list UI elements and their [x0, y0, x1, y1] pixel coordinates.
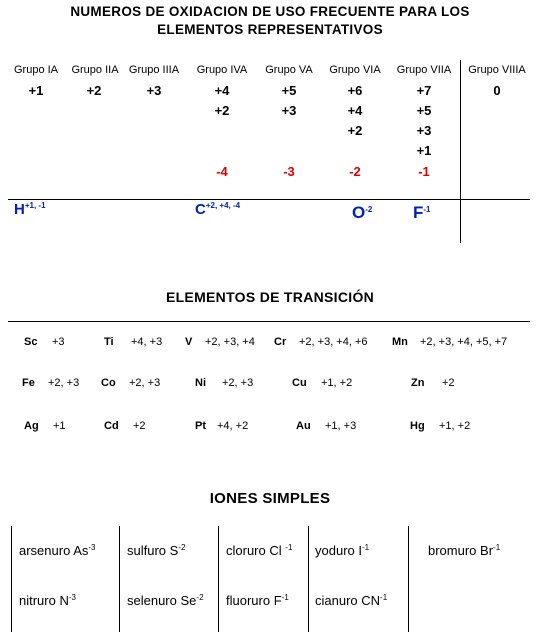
- ion-entry: yoduro $I^{-1}$: [315, 543, 370, 558]
- transition-values: +2: [133, 420, 146, 432]
- transition-symbol: Fe: [22, 377, 35, 389]
- title-line-1: NUMEROS DE OXIDACION DE USO FRECUENTE PARA LOS: [70, 4, 470, 19]
- transition-values: +1: [53, 420, 66, 432]
- transition-values: +1, +2: [321, 377, 353, 389]
- group-header: Grupo IA: [13, 64, 59, 76]
- oxidation-value: +2: [214, 103, 230, 118]
- element-h: [14, 201, 46, 219]
- transition-values: +1, +2: [439, 420, 471, 432]
- element-symbol: H: [14, 201, 25, 218]
- transition-symbol: Ag: [24, 420, 39, 432]
- oxidation-value: +3: [281, 103, 297, 118]
- oxidation-value: +1: [416, 143, 432, 158]
- ions-title: IONES SIMPLES: [209, 490, 331, 507]
- element-symbol: O: [352, 203, 366, 222]
- element-oxidation-states: +2, +4, -4: [205, 201, 241, 210]
- oxidation-value: +4: [214, 83, 230, 98]
- ions-divider: [218, 526, 219, 632]
- ion-entry: sulfuro $S^{-2}$: [127, 543, 186, 558]
- transition-values: +4, +2: [217, 420, 249, 432]
- ion-entry: fluoruro $F^{-1}$: [226, 593, 289, 608]
- transition-values: +2, +3: [222, 377, 254, 389]
- element-oxidation-states: -1: [423, 205, 431, 214]
- oxidation-value: +5: [281, 83, 297, 98]
- oxidation-value: +2: [347, 123, 363, 138]
- transition-symbol: Cr: [274, 336, 287, 348]
- transition-values: +2, +3, +4, +5, +7: [420, 336, 508, 348]
- oxidation-value: 0: [493, 83, 501, 98]
- element-oxidation-states: +1, -1: [24, 201, 46, 210]
- transition-values: +4, +3: [131, 336, 163, 348]
- element-f: [413, 203, 431, 223]
- table-divider: [460, 60, 461, 243]
- ions-divider: [119, 526, 120, 632]
- group-header: Grupo VA: [265, 64, 313, 76]
- transition-symbol: Zn: [411, 377, 425, 389]
- ion-entry: bromuro $Br^{-1}$: [428, 543, 501, 558]
- oxidation-value: +5: [416, 103, 432, 118]
- transition-values: +2, +3: [48, 377, 80, 389]
- table-divider: [8, 199, 530, 200]
- negative-oxidation-value: -2: [349, 164, 361, 179]
- element-o: [352, 203, 372, 223]
- transition-symbol: V: [185, 336, 193, 348]
- negative-oxidation-value: -3: [283, 164, 295, 179]
- transition-values: +1, +3: [325, 420, 357, 432]
- ions-divider: [308, 526, 309, 632]
- group-header: Grupo VIA: [329, 64, 381, 76]
- group-header: Grupo IIIA: [128, 64, 180, 76]
- ion-entry: nitruro $N^{-3}$: [19, 593, 76, 608]
- transition-title: ELEMENTOS DE TRANSICIÓN: [165, 289, 375, 305]
- group-header: Grupo IIA: [71, 64, 119, 76]
- transition-values: +2, +3, +4, +6: [299, 336, 368, 348]
- transition-symbol: Sc: [24, 336, 38, 348]
- transition-symbol: Pt: [195, 420, 206, 432]
- element-oxidation-states: -2: [365, 205, 373, 214]
- transition-symbol: Ni: [195, 377, 206, 389]
- transition-symbol: Au: [296, 420, 311, 432]
- transition-values: +2, +3: [129, 377, 161, 389]
- element-c: [195, 201, 240, 219]
- group-header: Grupo VIIIA: [468, 64, 526, 76]
- transition-symbol: Co: [101, 377, 116, 389]
- transition-values: +2, +3, +4: [205, 336, 255, 348]
- ion-entry: selenuro $Se^{-2}$: [127, 593, 204, 608]
- negative-oxidation-value: -4: [216, 164, 228, 179]
- ion-entry: cianuro $CN^{-1}$: [315, 593, 388, 608]
- oxidation-value: +2: [86, 83, 102, 98]
- oxidation-value: +4: [347, 103, 363, 118]
- negative-oxidation-value: -1: [418, 164, 430, 179]
- ions-divider: [11, 526, 12, 632]
- transition-symbol: Cu: [292, 377, 307, 389]
- group-header: Grupo VIIA: [396, 64, 452, 76]
- title-line-2: ELEMENTOS REPRESENTATIVOS: [157, 22, 383, 37]
- oxidation-value: +3: [146, 83, 162, 98]
- transition-symbol: Mn: [392, 336, 408, 348]
- group-header: Grupo IVA: [196, 64, 248, 76]
- element-symbol: C: [195, 201, 206, 218]
- oxidation-value: +7: [416, 83, 432, 98]
- ion-entry: cloruro Cl $^{-1}$: [226, 543, 293, 558]
- oxidation-value: +6: [347, 83, 363, 98]
- transition-symbol: Cd: [104, 420, 119, 432]
- transition-symbol: Ti: [104, 336, 114, 348]
- transition-values: +2: [442, 377, 455, 389]
- element-symbol: F: [413, 203, 424, 222]
- transition-symbol: Hg: [410, 420, 425, 432]
- oxidation-value: +1: [28, 83, 44, 98]
- transition-divider: [8, 321, 530, 322]
- ion-entry: arsenuro $As^{-3}$: [19, 543, 96, 558]
- transition-values: +3: [52, 336, 65, 348]
- oxidation-value: +3: [416, 123, 432, 138]
- ions-divider: [408, 526, 409, 632]
